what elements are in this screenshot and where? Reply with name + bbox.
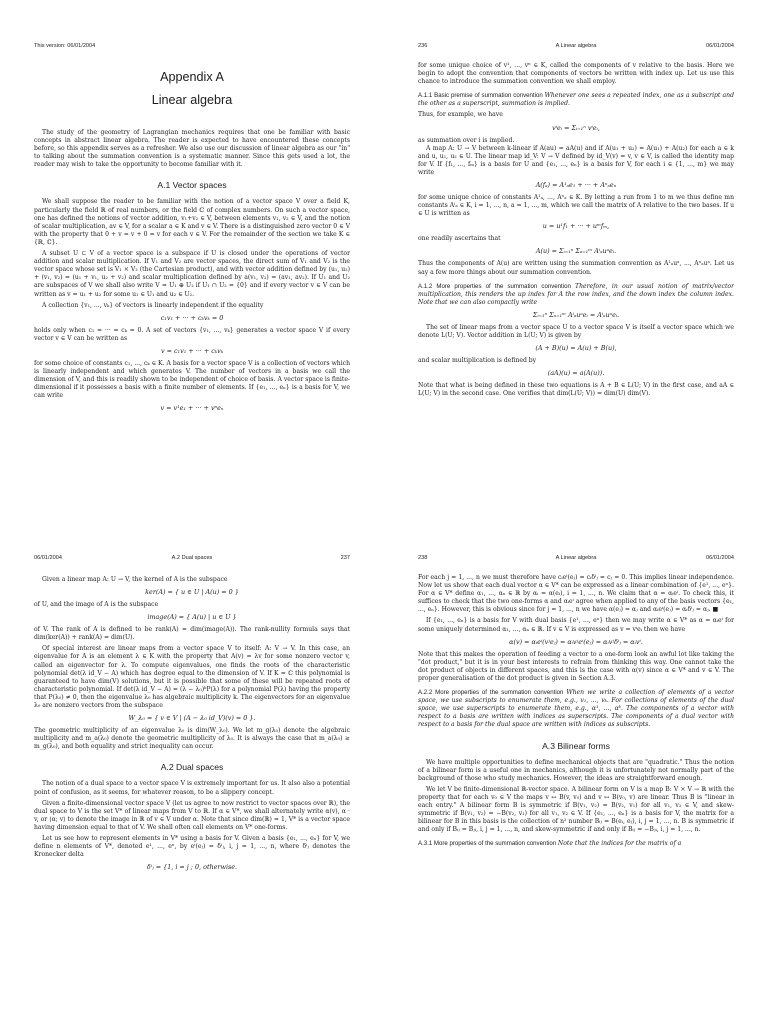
appendix-title: Linear algebra — [151, 93, 233, 107]
page-1-header — [34, 43, 350, 53]
version-line: This version: 06/01/2004 — [34, 43, 96, 49]
subsection — [418, 689, 734, 729]
equation: α(v) = αᵢeⁱ(vʲeⱼ) = αᵢvʲeⁱ(eⱼ) = αᵢvʲδⁱⱼ = αᵢvⁱ. — [509, 637, 643, 646]
appendix-label: Appendix A — [160, 70, 224, 84]
paragraph: one readily ascertains that — [418, 235, 501, 243]
subsection-text: Whenever one sees a repeated index, one as a subscript and the other as a superscript, summation is implied. — [418, 92, 734, 108]
page-4 — [384, 512, 768, 1024]
paragraph: A collection {v₁, ..., vₖ} of vectors is linearly independent if the equality — [42, 301, 264, 309]
equation: u = u¹f₁ + ··· + uᵐfₘ, — [542, 222, 610, 231]
equation: ker(A) = { u ∈ U | A(u) = 0 } — [145, 588, 239, 597]
equation: Σᵢ₌₁ⁿ Σₐ₌₁ᵐ Aⁱₐuᵃeᵢ = Aⁱₐuᵃeᵢ. — [532, 310, 620, 319]
page-3 — [0, 512, 384, 1024]
subsection-title: A.2.2 More properties of the summation convention — [418, 689, 564, 697]
paragraph: The notion of a dual space to a vector space V is extremely important for us. It also also a potential point of confusion, as it seems, for whatever reason, to be a slippery concept. — [34, 780, 350, 796]
page-1 — [0, 0, 384, 512]
paragraph: as summation over i is implied. — [418, 136, 515, 144]
subsection-text: Therefore, in our usual notion of matrix/vector multiplication, this renders the up index for A the row index, and the down index the column index. Note that we can also compactly write — [418, 282, 734, 306]
equation: c₁v₁ + ··· + cₖvₖ = 0 — [160, 313, 224, 322]
equation: (aA)(u) = a(A(u)). — [547, 369, 605, 378]
page-number: 236 — [418, 43, 428, 49]
subsection-text: Note that the indices for the matrix of a — [557, 840, 682, 848]
paragraph: Given a linear map A: U → V, the kernel of A is the subspace — [42, 576, 228, 583]
subsection — [418, 840, 734, 848]
paragraph: holds only when c₁ = ··· = cₖ = 0. A set of vectors {v₁, ..., vₖ} generates a vector space V if every vector v ∈ V can be written as — [34, 326, 350, 342]
paragraph: for some unique choice of v¹, ..., vⁿ ∈ K, called the components of v relative to the basis. Here we begin to adopt the convention that components of vectors be written with index up. Let us use this chance to introduce the summation convention we shall employ. — [418, 62, 734, 86]
page-number: 238 — [418, 555, 428, 561]
subsection-title: A.1.1 Basic premise of summation convention — [418, 92, 543, 100]
subsection-text: When we write a collection of elements of a vector space, we use subscripts to enumerate them, e.g., v₁, ..., vₖ. For collections of elements of the dual space, we use superscripts to enumerate them, e.g., α¹, ..., αᵏ. The components of a vector with respect to a basis are written with indices as superscripts. The components of a dual vector with respect to a basis for the dual space are written with indices as subscripts. — [418, 689, 734, 729]
subsection — [418, 92, 734, 108]
header-date: 06/01/2004 — [34, 555, 62, 561]
page-2 — [384, 0, 768, 512]
running-title: A.2 Dual spaces — [171, 555, 213, 561]
paragraph: Given a finite-dimensional vector space V (let us agree to now restrict to vector spaces over ℝ), the dual space to V is the set V* of linear maps from V to ℝ. If α ∈ V*, we shall alternately write α(v), α · v, or ⟨α; v⟩ to denote the image in ℝ of v ∈ V under α. Note that since dim(ℝ) = 1, V* is a vector space having dimension equal to that of V. We shall often call elements on V* one-forms. — [34, 799, 350, 831]
page-4-body — [418, 574, 734, 1018]
paragraph: A map A: U → V between k-linear if A(au) = aA(u) and if A(u₁ + u₂) = A(u₁) + A(u₂) for each a ∈ k and u, u₁, u₂ ∈ U. The linear map id_V: V → V defined by id_V(v) = v, v ∈ V, is called the identity map for V. If {f₁, ..., fₘ} is a basis for U and {e₁, ..., eₙ} is a basis for V, for each i ∈ {1, ..., m} we may write — [418, 144, 734, 176]
paragraph: Thus, for example, we have — [418, 111, 503, 119]
section-heading: A.1 Vector spaces — [157, 180, 227, 191]
equation: δⁱⱼ = {1, i = j ; 0, otherwise. — [146, 863, 238, 872]
subsection-title: A.1.2 More properties of the summation convention — [418, 282, 571, 290]
equation: A(u) = Σᵢ₌₁ⁿ Σₐ₌₁ᵐ Aⁱₐuᵃeᵢ. — [535, 247, 617, 256]
page-4-header — [418, 555, 734, 565]
intro-paragraph: The study of the geometry of Lagrangian mechanics requires that one be familiar with basic concepts in abstract linear algebra. The reader is expected to have encountered these concepts before, so this appendix serves as a refresher. We also use our discussion of linear algebra as our "in" to talking about the summation convention is a systematic manner. Since this gets used a lot, the reader may wish to take the opportunity to become familiar with it. — [34, 129, 350, 169]
page-2-body — [418, 62, 734, 506]
equation: v = v¹e₁ + ··· + vⁿeₙ — [160, 404, 224, 413]
header-date: 06/01/2004 — [706, 555, 734, 561]
paragraph: If {e₁, ..., eₙ} is a basis for V with dual basis {e¹, ..., eⁿ} then we may write α ∈ V* as α = αᵢeⁱ for some uniquely determined α₁, ..., αₙ ∈ ℝ. If v ∈ V is expressed as v = vⁱeᵢ then we have — [418, 617, 734, 633]
paragraph: for some unique choice of constants A¹ₐ, ..., Aⁿₐ ∈ K. By letting a run from 1 to m we thus define mn constants Aⁱₐ ∈ K, i = 1, ..., n, a = 1, ..., m, which we call the matrix of A relative to the two bases. If u ∈ U is written as — [418, 194, 734, 218]
page-number: 237 — [340, 555, 350, 561]
paragraph: of V. The rank of A is defined to be rank(A) = dim(image(A)). The rank-nullity formula says that dim(ker(A)) + rank(A) = dim(U). — [34, 626, 350, 642]
paragraph: We let V be finite-dimensional ℝ-vector space. A bilinear form on V is a map B: V × V → ℝ with the property that for each v₀ ∈ V the maps v ↦ B(v, v₀) and v ↦ B(v₀, v) are linear. Thus B is "linear in each entry." A bilinear form B is symmetric if B(v₁, v₂) = B(v₂, v₁) for all v₁, v₂ ∈ V, and skew-symmetric if B(v₁, v₂) = −B(v₂, v₁) for all v₁, v₂ ∈ V. If {e₁, ..., eₙ} is a basis for V, the matrix for a bilinear for B in this basis is the collection of n² number Bᵢⱼ = B(eᵢ, eⱼ), i, j = 1, ..., n. B is symmetric if and only if Bᵢⱼ = Bⱼᵢ, i, j = 1, ..., n, and skew-symmetric if and only if Bᵢⱼ = −Bⱼᵢ, i, j = 1, ..., n. — [418, 785, 734, 834]
paragraph: of U, and the image of A is the subspace — [34, 601, 159, 609]
page-2-header — [418, 43, 734, 53]
section-heading: A.2 Dual spaces — [160, 762, 224, 773]
page-3-header — [34, 555, 350, 565]
equation: vⁱeᵢ = Σᵢ₌₁ⁿ vⁱeᵢ, — [552, 123, 600, 132]
paragraph: We shall suppose the reader to be familiar with the notion of a vector space V over a field K, particularly the field ℝ of real numbers, or the field ℂ of complex numbers. On such a vector space, one has defined the notions of vector addition, v₁+v₂ ∈ V, between elements v₁, v₂ ∈ V, and the notion of scalar multiplication, av ∈ V, for a scalar a ∈ K and v ∈ V. There is a distinguished zero vector 0 ∈ V with the property that 0 + v = v + 0 = v for each v ∈ V. For the remainder of the section we take K ∈ {ℝ, ℂ}. — [34, 198, 350, 246]
equation: (A + B)(u) = A(u) + B(u), — [535, 344, 617, 353]
section-heading: A.3 Bilinear forms — [542, 740, 610, 751]
page-3-body — [34, 576, 350, 1018]
paragraph: Note that this makes the operation of feeding a vector to a one-form look an awful lot like taking the "dot product," but it is in your best interests to refrain from thinking this way. One cannot take the dot product of objects in different spaces, and this is the case with α(v) since α ∈ V* and v ∈ V. The proper generalisation of the dot product is given in Section A.3. — [418, 650, 734, 682]
paragraph: The geometric multiplicity of an eigenvalue λ₀ is dim(W_λ₀). We let m_g(λ₀) denote the algebraic multiplicity and m_a(λ₀) denote the geometric multiplicity of λ₀. It is always the case that m_a(λ₀) ≥ m_g(λ₀), and both equality and strict inequality can occur. — [34, 727, 350, 751]
paragraph: We have multiple opportunities to define mechanical objects that are "quadratic." Thus the notion of a bilinear form is a useful one in mechanics, although it is unfortunately not normally part of the background of those who study mechanics. However, the ideas are straightforward enough. — [418, 758, 734, 782]
paragraph: for some choice of constants c₁, ..., cₖ ∈ K. A basis for a vector space V is a collection of vectors which is linearly independent and which generates V. The number of vectors in a basis we call the dimension of V, and this is readily shown to be independent of choice of basis. A vector space is finite-dimensional if it possesses a basis with a finite number of elements. If {e₁, ..., eₙ} is a basis for V, we can write — [34, 359, 350, 400]
equation: image(A) = { A(u) | u ∈ U } — [147, 613, 237, 622]
equation: W_λ₀ = { v ∈ V | (A − λ₀ id_V)(v) = 0 }. — [128, 714, 256, 723]
equation: v = c₁v₁ + ··· + cₖvₖ — [160, 346, 224, 355]
paragraph: For each j = 1, ..., n we must therefore have cᵢeⁱ(eⱼ) = cᵢδⁱⱼ = cⱼ = 0. This implies linear independence. Now let us show that each dual vector α ∈ V* can be expressed as a linear combination of {e¹, ..., eⁿ}. For α ∈ V* define α₁, ..., αₙ ∈ ℝ by αᵢ = α(eᵢ), i = 1, ..., n. We claim that α = αᵢeⁱ. To check this, it suffices to check that the two one-forms α and αᵢeⁱ agree when applied to any of the basis vectors {e₁, ..., eₙ}. However, this is obvious since for j = 1, ..., n we have α(eⱼ) = αⱼ and αᵢeⁱ(eⱼ) = αᵢδⁱⱼ = αⱼ. ■ — [418, 574, 734, 614]
subsection — [418, 283, 734, 307]
paragraph: Thus the components of A(u) are written using the summation convention as A¹ₐuᵃ, ..., Aⁿₐuᵃ. Let us say a few more things about our summation convention. — [418, 260, 734, 276]
paragraph: Note that what is being defined in these two equations is A + B ∈ L(U; V) in the first case, and aA ∈ L(U; V) in the second case. One verifies that dim(L(U; V)) = dim(U) dim(V). — [418, 382, 734, 398]
paragraph: Let us see how to represent elements in V* using a basis for V. Given a basis {e₁, ..., eₙ} for V, we define n elements of V*, denoted e¹, ..., eⁿ, by eⁱ(eⱼ) = δⁱⱼ, i, j = 1, ..., n, where δⁱⱼ denotes the Kronecker delta — [34, 834, 350, 859]
paragraph: Of special interest are linear maps from a vector space V to itself: A: V → V. In this case, an eigenvalue for A is an element λ ∈ K with the property that A(v) = λv for some nonzero vector v, called an eigenvector for λ. To compute eigenvalues, one finds the roots of the characteristic polynomial det(λ id_V − A) which has degree equal to the dimension of V. If K = ℂ this polynomial is guaranteed to have dim(V) solutions, but it is possible that some of these will be repeated roots of characteristic polynomial. If det(λ id_V − A) = (λ − λ₀)ᵏP(λ) for a polynomial P(λ) having the property that P(λ₀) ≠ 0, then the eigenvalue λ₀ has algebraic multiplicity k. The eigenvectors for an eigenvalue λ₀ are nonzero vectors from the subspace — [34, 645, 350, 710]
paragraph: and scalar multiplication is defined by — [418, 357, 537, 365]
equation: A(fₐ) = A¹ₐe₁ + ··· + Aⁿₐeₙ — [535, 181, 617, 190]
running-title: A Linear algebra — [555, 555, 597, 561]
header-date: 06/01/2004 — [706, 43, 734, 49]
paragraph: A subset U ⊂ V of a vector space is a subspace if U is closed under the operations of vector addition and scalar multiplication. If V₁ and V₂ are vector spaces, the direct sum of V₁ and V₂ is the vector space whose set is V₁ × V₂ (the Cartesian product), and with vector addition defined by (u₁, u₂) + (v₁, v₂) = (u₁ + v₁, u₂ + v₂) and scalar multiplication defined by a(v₁, v₂) = (av₁, av₂). If U₁ and U₂ are subspaces of V we shall also write V = U₁ ⊕ U₂ if U₁ ∩ U₂ = {0} and if every vector v ∈ V can be written as v = u₁ + u₂ for some u₁ ∈ U₁ and u₂ ∈ U₂. — [34, 250, 350, 298]
subsection-title: A.3.1 More properties of the summation convention — [418, 840, 557, 848]
running-title: A Linear algebra — [555, 43, 597, 49]
paragraph: The set of linear maps from a vector space U to a vector space V is itself a vector space which we denote L(U; V). Vector addition in L(U; V) is given by — [418, 323, 734, 339]
page-1-body — [34, 58, 350, 506]
